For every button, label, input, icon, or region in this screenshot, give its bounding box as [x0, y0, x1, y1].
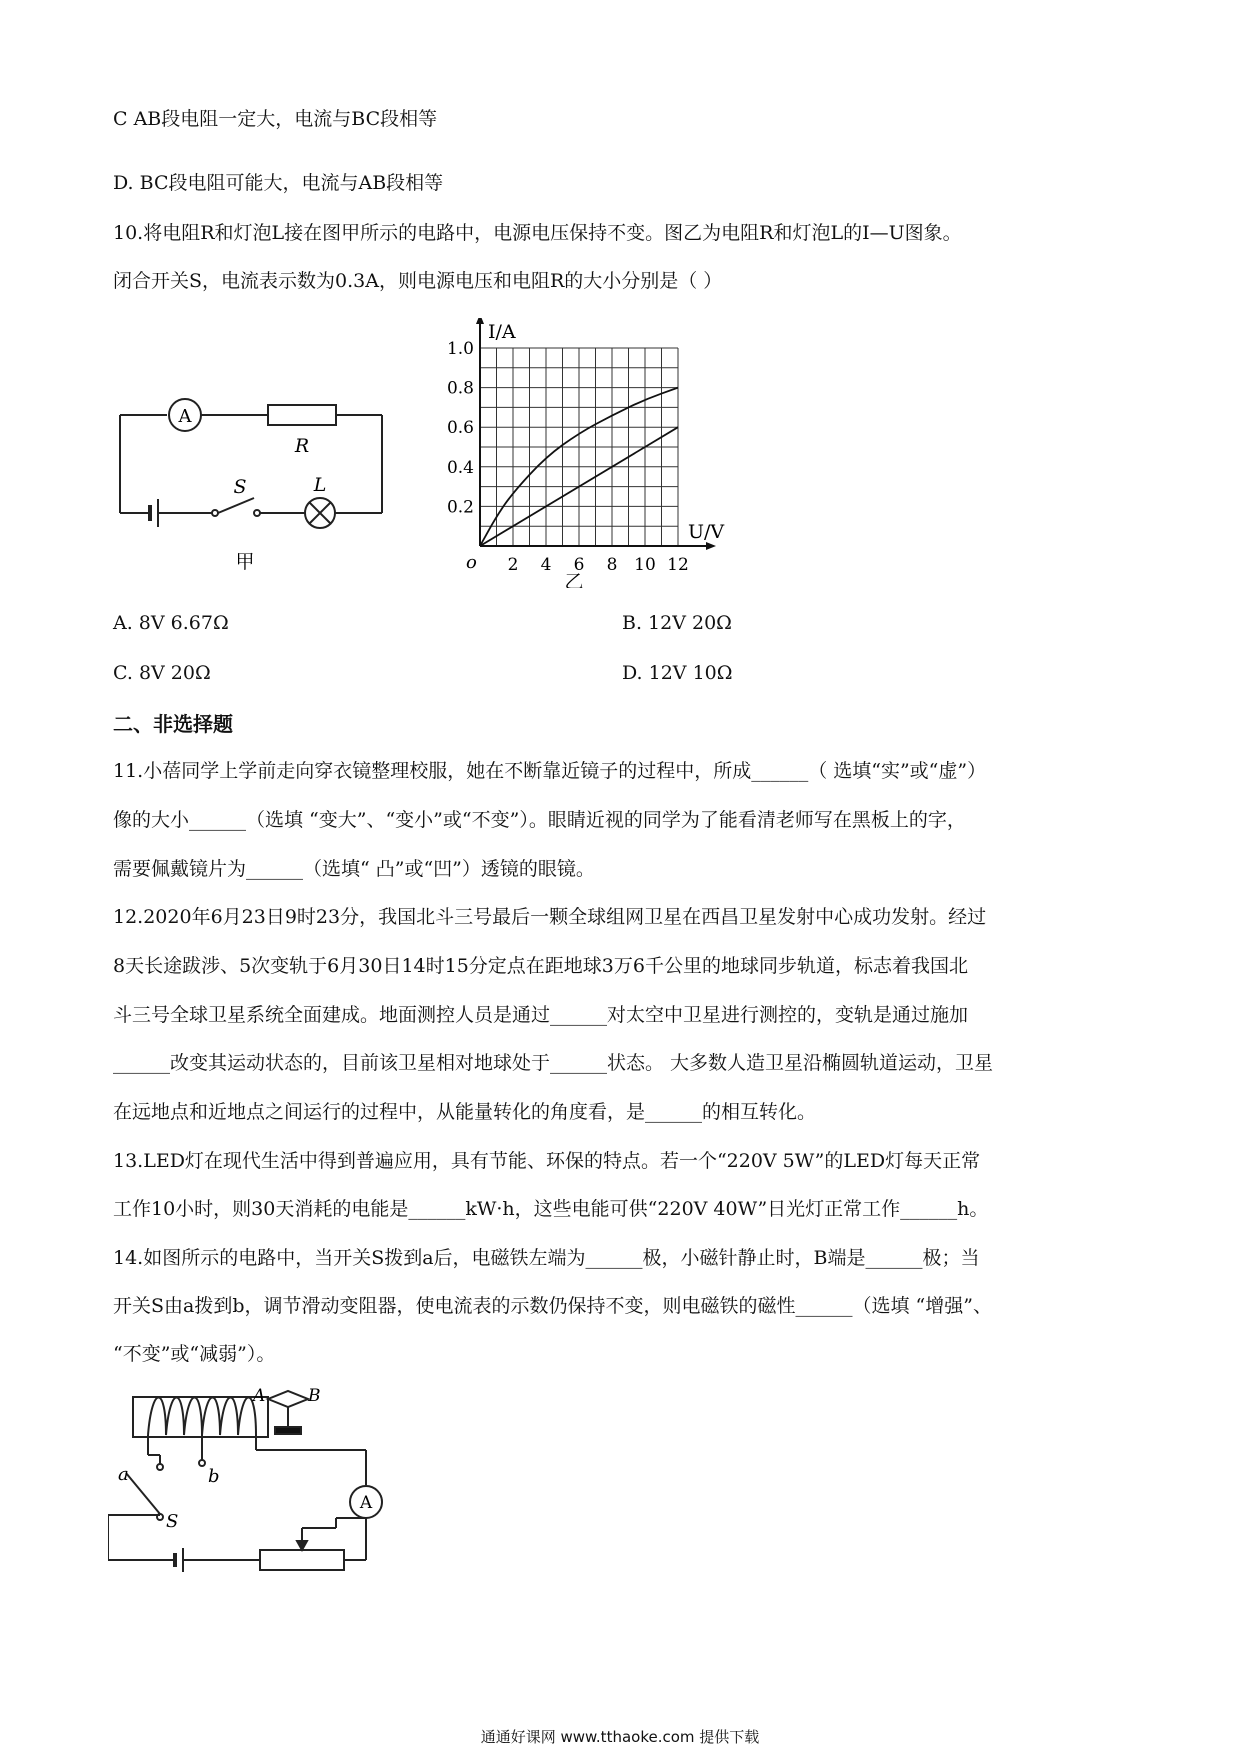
x-tick-label: 2: [507, 555, 519, 575]
option-d-prev: D. BC段电阻可能大，电流与AB段相等: [113, 172, 444, 194]
q12-line4: ______改变其运动状态的，目前该卫星相对地球处于______状态。 大多数人造卫星沿椭圆轨道运动，卫星: [113, 1052, 994, 1074]
chart-grid: [476, 318, 716, 550]
y-axis-arrow: [476, 318, 484, 324]
q14-line3: “不变”或“减弱”）。: [113, 1343, 276, 1365]
switch-s-label: S: [166, 1511, 179, 1532]
q10-option-d: D. 12V 10Ω: [622, 662, 733, 684]
q10-line2: 闭合开关S，电流表示数为0.3A，则电源电压和电阻R的大小分别是（ ）: [113, 270, 723, 292]
ammeter-label: A: [359, 1493, 373, 1513]
y-tick-label: 1.0: [446, 339, 474, 359]
switch-label: S: [233, 476, 247, 498]
x-tick-label: 10: [634, 555, 656, 575]
q12-line5: 在远地点和近地点之间运行的过程中，从能量转化的角度看，是______的相互转化。: [113, 1101, 817, 1123]
q12-line1: 12.2020年6月23日9时23分，我国北斗三号最后一颗全球组网卫星在西昌卫星发射中心成功发射。经过: [113, 906, 987, 928]
ammeter-label: A: [178, 406, 192, 427]
x-axis-label: U/V: [688, 521, 725, 543]
q14-line1: 14.如图所示的电路中，当开关S拨到a后，电磁铁左端为______极，小磁针静止时，B端是______极；当: [113, 1247, 980, 1269]
x-tick-label: 8: [606, 555, 618, 575]
iu-chart-yi: [430, 318, 750, 588]
option-c-prev: C AB段电阻一定大，电流与BC段相等: [113, 108, 438, 130]
q10-line1: 10.将电阻R和灯泡L接在图甲所示的电路中，电源电压保持不变。图乙为电阻R和灯泡L的I—U图象。: [113, 222, 962, 244]
x-tick-label: 12: [667, 555, 689, 575]
x-tick-label: 4: [540, 555, 552, 575]
needle-a-label: A: [253, 1386, 266, 1406]
y-axis-label: I/A: [488, 321, 516, 343]
q12-line3: 斗三号全球卫星系统全面建成。地面测控人员是通过______对太空中卫星进行测控的，变轨是通过施加: [113, 1004, 969, 1026]
y-tick-label: 0.4: [446, 457, 474, 478]
resistor-label: R: [294, 435, 310, 457]
q13-line2: 工作10小时，则30天消耗的电能是______kW·h，这些电能可供“220V 40W”日光灯正常工作______h。: [113, 1198, 989, 1220]
x-axis-arrow: [706, 542, 716, 550]
figure-caption-yi: 乙: [564, 571, 584, 588]
q14-line2: 开关S由a拨到b，调节滑动变阻器，使电流表的示数仍保持不变，则电磁铁的磁性______（选填 “增强”、: [113, 1295, 992, 1317]
terminal-b-label: b: [208, 1466, 220, 1487]
q10-option-b: B. 12V 20Ω: [622, 612, 732, 634]
q11-line2: 像的大小______（选填 “变大”、“变小”或“不变”）。眼睛近视的同学为了能看清老师写在黑板上的字，: [113, 809, 966, 831]
q11-line1: 11.小蓓同学上学前走向穿衣镜整理校服，她在不断靠近镜子的过程中，所成______（ 选填“实”或“虚”）: [113, 760, 987, 782]
y-tick-label: 0.2: [446, 497, 474, 518]
terminal-a-label: a: [118, 1464, 129, 1485]
q10-option-a: A. 8V 6.67Ω: [113, 612, 229, 634]
q12-line2: 8天长途跋涉、5次变轨于6月30日14时15分定点在距地球3万6千公里的地球同步轨道，标志着我国北: [113, 955, 968, 977]
figure-caption-jia: 甲: [235, 551, 255, 570]
x-tick-label: 6: [573, 555, 585, 575]
electromagnet-circuit: [108, 1385, 428, 1585]
origin-label: o: [466, 552, 477, 573]
footer: 通通好课网 www.tthaoke.com 提供下载: [480, 1728, 760, 1746]
q10-option-c: C. 8V 20Ω: [113, 662, 211, 684]
q13-line1: 13.LED灯在现代生活中得到普遍应用，具有节能、环保的特点。若一个“220V 5W”的LED灯每天正常: [113, 1150, 981, 1172]
needle-b-label: B: [308, 1386, 321, 1406]
section-heading: 二、非选择题: [113, 712, 233, 736]
q11-line3: 需要佩戴镜片为______（选填“ 凸”或“凹”）透镜的眼镜。: [113, 858, 595, 880]
lamp-label: L: [313, 474, 327, 496]
circuit-diagram-jia: [110, 385, 400, 570]
y-tick-label: 0.8: [446, 378, 474, 399]
y-tick-label: 0.6: [446, 418, 474, 439]
